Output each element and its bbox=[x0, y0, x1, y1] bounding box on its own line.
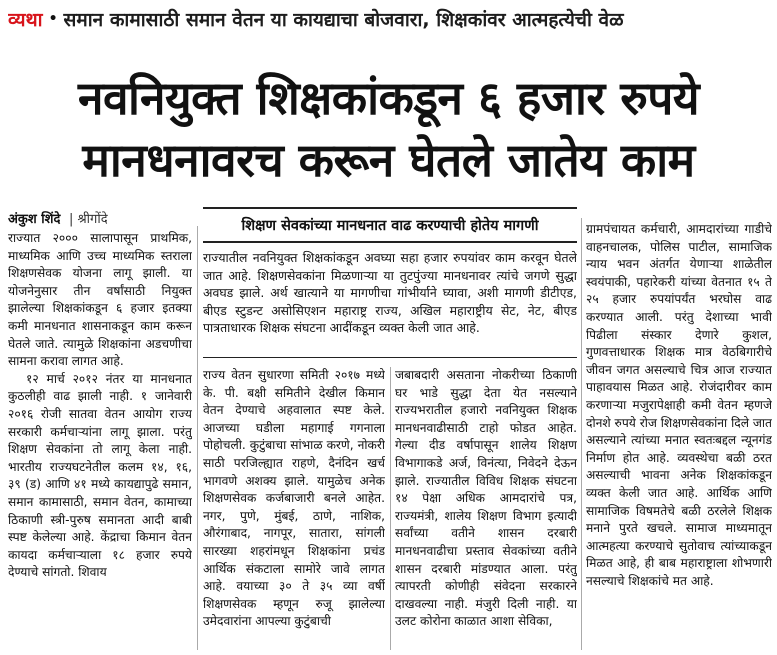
byline-author: अंकुश शिंदे bbox=[8, 212, 61, 227]
column-1-paragraph-2: १२ मार्च २०१२ नंतर या मानधनात कुठलीही वाढ झाली नाही. १ जानेवारी २०१६ रोजी सातवा वेतन आयोग राज्य सरकारी कर्मचाऱ्यांना लागू झाला. परंतु शिक्षण सेवकांना तो लागू केला नाही. भारतीय राज्यघटनेतील कलम १४, १६, ३९ (ड) आणि ४१ मध्ये कायद्यापुढे समान, समान कामासाठी, समान वेतन, कामाच्या ठिकाणी स्त्री-पुरुष समानता आदी बाबी स्पष्ट केलेल्या आहे. केंद्राचा किमान वेतन कायदा कर्मचाऱ्याला १८ हजार रुपये देण्याचे सांगतो. शिवाय bbox=[8, 371, 192, 580]
column-divider bbox=[390, 367, 391, 650]
headline-line-1: नवनियुक्त शिक्षकांकडून ६ हजार रुपये bbox=[77, 71, 700, 125]
kicker-text: समान कामासाठी समान वेतन या कायद्याचा बोजवारा, शिक्षकांवर आत्महत्येची वेळ bbox=[63, 9, 624, 31]
article-column-2: राज्य वेतन सुधारणा समिती २०१७ मध्ये के. पी. बक्षी समितीने देखील किमान वेतन देण्याचे अहवालात स्पष्ट केले. आजच्या घडीला महागाई गगनाला पोहोचली. कुटुंबाचा सांभाळ करणे, नोकरी साठी परजिल्ह्यात राहणे, दैनंदिन खर्च भागवणे अशक्य झाले. यामुळेच अनेक शिक्षणसेवक कर्जबाजारी बनले आहेत. नगर, पुणे, मुंबई, ठाणे, नाशिक, औरंगाबाद, नागपूर, सातारा, सांगली सारख्या शहरांमधून शिक्षकांना प्रचंड आर्थिक संकटाला सामोरे जावे लागत आहे. वयाच्या ३० ते ३५ व्या वर्षी शिक्षणसेवक म्हणून रुजू झालेल्या उमेदवारांना आपल्या कुटुंबाची bbox=[203, 368, 385, 629]
headline-line-2: मानधनावरच करून घेतले जातेय काम bbox=[82, 133, 695, 187]
lead-paragraph: राज्यातील नवनियुक्त शिक्षकांकडून अवघ्या सहा हजार रुपयांवर काम करवून घेतले जात आहे. शिक्षणसेवकांना मिळणाऱ्या या तुटपुंज्या मानधनावर त्यांचे जगणे सुद्धा अवघड झाले. अर्थ खात्याने या मागणीचा गांभीर्याने घ्यावा, अशी मागणी डीटीएड, बीएड स्टुडन्ट असोसिएशन महाराष्ट्र राज्य, अखिल महाराष्ट्रीय सेट, नेट, बीएड पात्रताधारक शिक्षक संघटना आदींकडून व्यक्त केली जात आहे. bbox=[203, 249, 577, 358]
byline bbox=[8, 209, 108, 227]
subheading: शिक्षण सेवकांच्या मानधनात वाढ करण्याची होतेय मागणी bbox=[241, 218, 539, 234]
kicker-bullet: • bbox=[48, 11, 58, 27]
column-1-paragraph-1: राज्यात २००० सालापासून प्राथमिक, माध्यमिक आणि उच्च माध्यमिक स्तराला शिक्षणसेवक योजना लागू झाली. या योजनेनुसार तीन वर्षांसाठी नियुक्त झालेल्या शिक्षकांकडून ६ हजार इतक्या कमी मानधनात शासनाकडून काम करून घेतले जाते. त्यामुळे शिक्षकांना अडचणीचा सामना करावा लागत आहे. bbox=[8, 231, 192, 369]
column-divider bbox=[197, 226, 198, 650]
kicker-tag: व्यथा bbox=[8, 9, 43, 31]
kicker-strap bbox=[8, 4, 771, 34]
article-column-4: ग्रामपंचायत कर्मचारी, आमदारांच्या गाडीचे वाहनचालक, पोलिस पाटील, सामाजिक न्याय भवन अंतर्गत येणाऱ्या शाळेतील स्वयंपाकी, पहारेकरी यांच्या वेतनात १५ ते २५ हजार रुपयांपर्यंत भरघोस वाढ करण्यात आली. परंतु देशाच्या भावी पिढीला संस्कार देणारे कुशल, गुणवत्ताधारक शिक्षक मात्र वेठबिगारीचे जीवन जगत असल्याचे चित्र आज राज्यात पाहावयास मिळत आहे. रोजंदारीवर काम करणाऱ्या मजुरापेक्षाही कमी वेतन म्हणजे दोनशे रुपये रोज शिक्षणसेवकांना दिले जात असल्याने त्यांच्या मनात स्वतःबद्दल न्यूनगंड निर्माण होत आहे. व्यवस्थेचा बळी ठरत असल्याची भावना अनेक शिक्षकांकडून व्यक्त केली जात आहे. आर्थिक आणि सामाजिक विषमतेचे बळी ठरलेले शिक्षक मनाने पुरते खचले. सामाज माध्यमातून आत्महत्या करण्याचे सुतोवाच त्यांच्याकडून मिळत आहे, ही बाब महाराष्ट्राला शोभणारी नसल्याचे शिक्षकांचे मत आहे. bbox=[586, 222, 772, 588]
article-column-3: जबाबदारी असताना नोकरीच्या ठिकाणी घर भाडे सुद्धा देता येत नसल्याने राज्यभरातील हजारो नवनियुक्त शिक्षक मानधनवाढीसाठी टाहो फोडत आहेत. गेल्या दीड वर्षापासून शालेय शिक्षण विभागाकडे अर्ज, विनंत्या, निवेदने देऊन झाले. राज्यातील विविध शिक्षक संघटना १४ पेक्षा अधिक आमदारांचे पत्र, राज्यमंत्री, शालेय शिक्षण विभाग इत्यादी सर्वांच्या वतीने शासन दरबारी मानधनवाढीचा प्रस्ताव सेवकांच्या वतीने शासन दरबारी मांडण्यात आला. परंतु त्यापरती कोणीही संवेदना सरकारने दाखवल्या नाही. मंजुरी दिली नाही. या उलट कोरोना काळात आशा सेविका, bbox=[395, 368, 577, 629]
byline-place: | श्रीगोंदे bbox=[68, 212, 108, 227]
column-divider bbox=[581, 218, 582, 650]
article-column-1 bbox=[8, 230, 192, 650]
subheading-box bbox=[203, 207, 577, 243]
